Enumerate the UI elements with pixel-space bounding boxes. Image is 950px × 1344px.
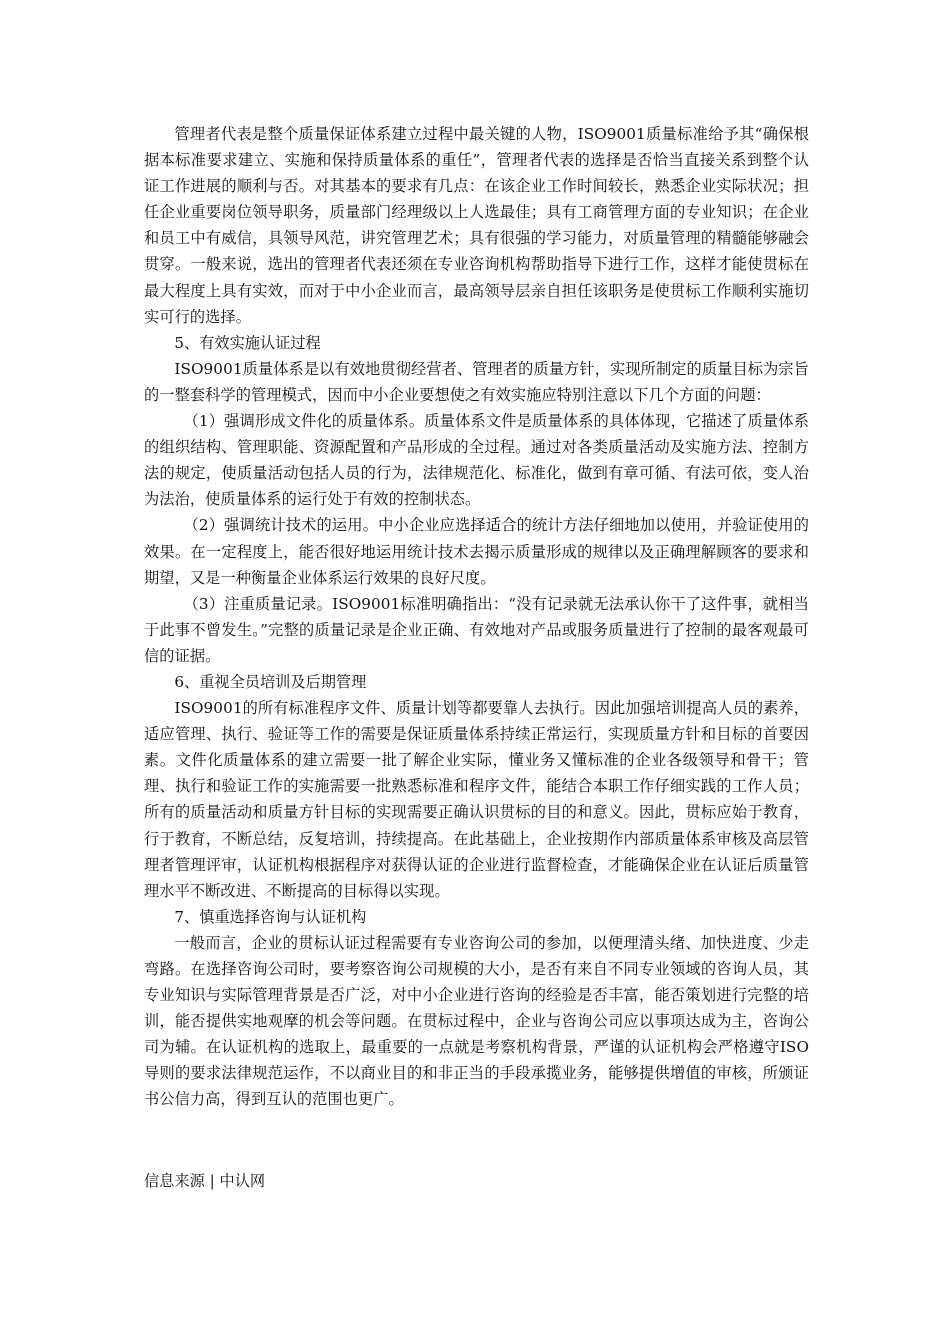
source-credit: 信息来源 | 中认网 (144, 1172, 266, 1190)
paragraph-item-1: （1）强调形成文件化的质量体系。质量体系文件是质量体系的具体体现，它描述了质量体系的组织结构、管理职能、资源配置和产品形成的全过程。通过对各类质量活动及实施方法、控制方法的规定，使质量活动包括人员的行为，法律规范化、标准化，做到有章可循、有法可依，变人治为法治，使质量体系的运行处于有效的控制状态。 (144, 412, 809, 509)
section-heading-6: 6、重视全员培训及后期管理 (174, 672, 367, 691)
paragraph-training: ISO9001的所有标准程序文件、质量计划等都要靠人去执行。因此加强培训提高人员的素养，适应管理、执行、验证等工作的需要是保证质量体系持续正常运行，实现质量方针和目标的首要因素。文件化质量体系的建立需要一批了解企业实际，懂业务又懂标准的企业各级领导和骨干；管理、执行和验证工作的实施需要一批熟悉标准和程序文件，能结合本职工作仔细实践的工作人员；所有的质量活动和质量方针目标的实现需要正确认识贯标的目的和意义。因此，贯标应始于教育，行于教育，不断总结，反复培训，持续提高。在此基础上，企业按期作内部质量体系审核及高层管理者管理评审，认证机构根据程序对获得认证的企业进行监督检查，才能确保企业在认证后质量管理水平不断改进、不断提高的目标得以实现。 (144, 699, 809, 900)
section-heading-5: 5、有效实施认证过程 (174, 333, 321, 352)
paragraph-item-2: （2）强调统计技术的运用。中小企业应选择适合的统计方法仔细地加以使用，并验证使用的效果。在一定程度上，能否很好地运用统计技术去揭示质量形成的规律以及正确理解顾客的要求和期望，又是一种衡量企业体系运行效果的良好尺度。 (144, 516, 809, 587)
paragraph-iso-intro: ISO9001质量体系是以有效地贯彻经营者、管理者的质量方针，实现所制定的质量目标为宗旨的一整套科学的管理模式，因而中小企业要想使之有效实施应特别注意以下几个方面的问题： (144, 359, 809, 404)
paragraph-management-representative: 管理者代表是整个质量保证体系建立过程中最关键的人物，ISO9001质量标准给予其“确保根据本标准要求建立、实施和保持质量体系的重任”，管理者代表的选择是否恰当直接关系到整个认证工作进展的顺利与否。对其基本的要求有几点：在该企业工作时间较长，熟悉企业实际状况；担任企业重要岗位领导职务，质量部门经理级以上人选最佳；具有工商管理方面的专业知识；在企业和员工中有威信，具领导风范，讲究管理艺术；具有很强的学习能力，对质量管理的精髓能够融会贯穿。一般来说，选出的管理者代表还须在专业咨询机构帮助指导下进行工作，这样才能使贯标在最大程度上具有实效，而对于中小企业而言，最高领导层亲自担任该职务是使贯标工作顺利实施切实可行的选择。 (144, 125, 809, 326)
document-body (144, 121, 809, 1113)
paragraph-consulting: 一般而言，企业的贯标认证过程需要有专业咨询公司的参加，以便理清头绪、加快进度、少走弯路。在选择咨询公司时，要考察咨询公司规模的大小，是否有来自不同专业领域的咨询人员，其专业知识与实际管理背景是否广泛，对中小企业进行咨询的经验是否丰富，能否策划进行完整的培训，能否提供实地观摩的机会等问题。在贯标过程中，企业与咨询公司应以事项达成为主，咨询公司为辅。在认证机构的选取上，最重要的一点就是考察机构背景，严谨的认证机构会严格遵守ISO导则的要求法律规范运作，不以商业目的和非正当的手段承揽业务，能够提供增值的审核，所颁证书公信力高，得到互认的范围也更广。 (144, 933, 809, 1109)
paragraph-item-3: （3）注重质量记录。ISO9001标准明确指出：“没有记录就无法承认你干了这件事，就相当于此事不曾发生。”完整的质量记录是企业正确、有效地对产品或服务质量进行了控制的最客观最可信的证据。 (144, 594, 809, 665)
section-heading-7: 7、慎重选择咨询与认证机构 (174, 907, 367, 926)
